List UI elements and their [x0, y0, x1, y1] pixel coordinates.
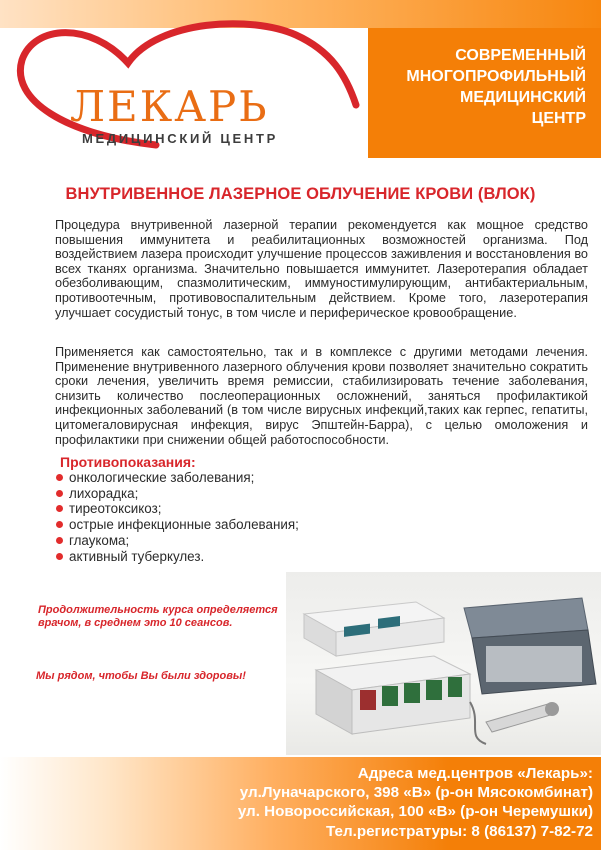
list-item	[56, 486, 299, 502]
list-item-text: тиреотоксикоз;	[69, 501, 162, 517]
address-1: ул.Луначарского, 398 «В» (р-он Мясокомбинат)	[239, 784, 593, 802]
bullet-icon	[56, 553, 63, 560]
contacts-heading: Адреса мед.центров «Лекарь»:	[357, 765, 593, 782]
bullet-icon	[56, 537, 63, 544]
page-title: ВНУТРИВЕННОЕ ЛАЗЕРНОЕ ОБЛУЧЕНИЕ КРОВИ (ВЛОК)	[65, 185, 536, 203]
address-2: ул. Новороссийская, 100 «В» (р-он Черемушки)	[237, 803, 593, 821]
laser-device-icon	[286, 572, 601, 755]
list-item-text: глаукома;	[69, 532, 130, 548]
list-item	[56, 517, 299, 533]
slogan: Мы рядом, чтобы Вы были здоровы!	[36, 670, 246, 682]
list-item-text: лихорадка;	[69, 485, 139, 501]
bullet-icon	[56, 521, 63, 528]
header-line-3: МЕДИЦИНСКИЙ	[460, 89, 586, 106]
list-item-text: острые инфекционные заболевания;	[69, 517, 299, 533]
contraindications-list	[56, 470, 299, 564]
contacts-block	[238, 764, 593, 841]
list-item	[56, 533, 299, 549]
logo-subtitle: МЕДИЦИНСКИЙ ЦЕНТР	[82, 131, 279, 146]
list-item-text: активный туберкулез.	[69, 548, 205, 564]
logo-name: ЛЕКАРЬ	[70, 82, 269, 131]
usage-paragraph: Применяется как самостоятельно, так и в комплексе с другими методами лечения. Применение внутривенного лазерного облучения крови позволяет значительно сократить сроки лечения, увеличить время ремиссии, стабилизировать течение заболевания, снизить количество послеоперационных осложнений, заняться профилактикой инфекционных заболеваний (в том числе вирусных инфекций,таких как герпес, гепатиты, цитомегаловирусная инфекция, вирус Эпштейн-Барра), с целью омоложения и профилактики при снижении общей работоспособности.	[55, 345, 588, 447]
header-tagline	[372, 45, 586, 129]
laser-device-photo	[286, 572, 601, 755]
list-item-text: онкологические заболевания;	[69, 470, 255, 485]
bullet-icon	[56, 505, 63, 512]
list-item	[56, 549, 299, 565]
phone-number: Тел.регистратуры: 8 (86137) 7-82-72	[326, 822, 593, 840]
bullet-icon	[56, 490, 63, 497]
intro-paragraph: Процедура внутривенной лазерной терапии рекомендуется как мощное средство повышения иммунитета и реабилитационных возможностей организма. Под воздействием лазера происходит улучшение процессов заживления и восстановления во всех тканях организма. Значительно повышается иммунитет. Лазеротерапия обладает обезболивающим, спазмолитическим, иммуностимулирующим, антибактериальным, противоотечным, противовоспалительным действием. Кроме того, лазеротерапия улучшает сосудистый тонус, в том числе и периферическое кровообращение.	[55, 218, 588, 320]
header-line-2: МНОГОПРОФИЛЬНЫЙ	[406, 68, 586, 85]
bullet-icon	[56, 474, 63, 481]
header-line-4: ЦЕНТР	[531, 110, 586, 127]
header-line-1: СОВРЕМЕННЫЙ	[455, 47, 586, 64]
list-item	[56, 501, 299, 517]
list-item	[56, 470, 299, 486]
contraindications-title: Противопоказания:	[60, 454, 196, 470]
course-duration-note: Продолжительность курса определяется врачом, в среднем это 10 сеансов.	[38, 604, 278, 629]
